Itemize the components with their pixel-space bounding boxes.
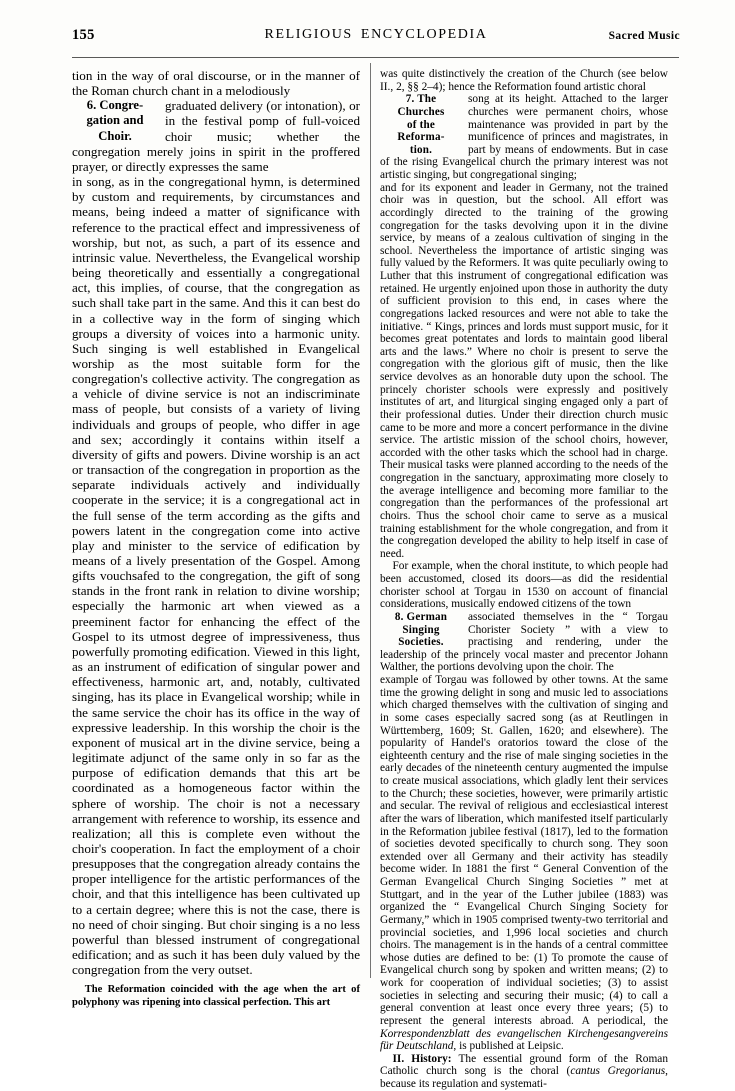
- left-para-note: The Reformation coincided with the age when the art of polyphony was ripening into classical perfection. This art: [72, 984, 360, 1008]
- page-number: 155: [72, 27, 95, 43]
- right-para-history: [380, 1053, 668, 1091]
- right-para-sidehead-body-7: song at its height. Attached to the larger churches were permanent choirs, whose maintenance was provided in part by the munificence of princes and magistrates, in part by means of endowments. But in case of the rising Evangelical church the primary interest was not artistic singing, but congregational singing;: [380, 93, 668, 181]
- sidehead-line: gation and: [86, 113, 144, 128]
- right-para-main-8: [380, 674, 668, 1053]
- cantus-gregorianus-italic: cantus Gregorianus: [570, 1065, 666, 1078]
- left-column: [72, 68, 360, 1009]
- left-para-sidehead-body: graduated delivery (or intonation), or in the festival pomp of full-voiced choir music; whether the congregation merely joins in spirit in the proffered prayer, or directly expresses the same: [72, 98, 360, 174]
- sidehead-line: Reforma-: [397, 131, 445, 144]
- sidehead-line: Churches: [397, 105, 445, 118]
- left-para-main: in song, as in the congregational hymn, is determined by custom and requirements, by circumstances and means, being indeed a matter of significance with reference to the practical effect and impressiveness of worship, but not, as such, a part of its essence and intrinsic value. Nevertheless, the Evangelical worship being theoretically and essentially a congregational act, this implies, of course, that the congregation as such shall take part in the same. And this it can best do in a collective way in the form of singing which groups a diversity of voices into a harmonic unity. Such singing is well established in Evangelical worship as the most suitable form for the congregation's collective activity. The congregation as a vehicle of divine service is not an indiscriminate mass of people, but consists of a variety of living individuals and groups of people, who differ in age and sex; accordingly it contains within itself a diversity of gifts and powers. Divine worship is an act or transaction of the congregation in proportion as the separate individuals actively and individually cooperate in the service; it is a congregational act in the full sense of the term according as the gifts and powers latent in the congregation come into active play and minister to the service of edification by means of a lively presentation of the Gospel. Among gifts vouchsafed to the congregation, the gift of song stands in the front rank in relation to divine worship; especially the harmonic art when viewed as a preeminent factor for enhancing the effect of the Gospel to its utmost degree of impressiveness, thus powerfully promoting edification. Viewed in this light, as an instrument of edification of singular power and effectiveness, harmonic art, and, notably, cultivated singing, has its place in Evangelical worship; while in the same service the choir has its office in the way of expressive leadership. In this worship the choir is the exponent of musical art in the divine service, being a legitimate adjunct of the same only in so far as the purpose of edification demands that this art be coordinated as a homogeneous factor within the sphere of worship. The choir is not a necessary arrangement with reference to worship, its essence and realization; all this is complete even without the choir's cooperation. In fact the employment of a choir presupposes that the congregation already contains the proper intelligence for the artistic performances of the choir, and that this intelligence has been cultivated up to a certain degree; where this is not the case, there is no need of choir singing. But choir singing is a no less powerful than blessed instrument of congregational edification; and as such it has been duly valued by the congregation from the very outset.: [72, 174, 360, 978]
- right-para-main-7: and for its exponent and leader in Germany, not the trained choir was in question, but the school. All effort was accordingly directed to the training of the growing congregation for the tasks devolving upon it in the divine service, by means of a zealous cultivation of singing in the school. Nevertheless the importance of artistic singing was fully valued by the Reformers. It was quite peculiarly owing to Luther that this instrument of congregational edification was retained. He urgently enjoined upon those in authority the duty of sufficient provision to this end, in cases where the congregations lacked resources and were not able to take the initiative. “ Kings, princes and lords must support music, for it becomes great potentates and lords to maintain good liberal arts and the laws.” Where no choir is present to serve the congregation with the glorious gift of music, then the like service devolves as an honorable duty upon the school. The princely chorister schools were expressly and positively institutes of art, and liturgical singing engaged only a part of their professional duties. Under their direction church music came to be more and more a concert performance in the divine service. The artistic mission of the school choirs, however, accorded with the other tasks which the school had in charge. Their musical tasks were planned according to the needs of the congregation in the sanctuary, approximating more closely to the average intelligence and becoming more familiar to the congregation than the performances of the professional art choirs. Thus the school choir came to serve as a musical training establishment for the whole congregation, and from it the congregation developed the ability to help itself in case of need.: [380, 181, 668, 560]
- sidehead-line: tion.: [409, 143, 433, 156]
- running-title: RELIGIOUS ENCYCLOPEDIA: [264, 27, 488, 42]
- sidehead-churches-of-the-reformation: [380, 93, 462, 156]
- column-divider-rule: [370, 63, 371, 978]
- sidehead-line: 8. German: [394, 610, 448, 623]
- sidehead-german-singing-societies: [380, 611, 462, 649]
- right-para-torgau-opening: For example, when the choral institute, to which people had been accustomed, closed its doors—as did the residential chorister school at Torgau in 1530 on account of financial considerations, musically endowed citizens of the town: [380, 560, 668, 611]
- right-sidehead-block-8: [380, 611, 668, 674]
- right-sidehead-block-7: [380, 93, 668, 181]
- right-para-sidehead-body-8: associated themselves in the “ Torgau Chorister Society ” with a view to practising and rendering, under the leadership of the princely vocal master and precentor Johann Walther, the portions devolving upon the choir. The: [380, 610, 668, 674]
- sidehead-line: of the: [406, 118, 435, 131]
- left-sidehead-block: [72, 98, 360, 174]
- right-para-main-8-tail: , is published at Leipsic.: [453, 1040, 564, 1053]
- left-para-opening: tion in the way of oral discourse, or in the manner of the Roman church chant in a melodiously: [72, 68, 360, 99]
- sidehead-line: Choir.: [98, 128, 132, 143]
- sidehead-line: 6. Congre-: [86, 98, 144, 113]
- sidehead-line: 7. The: [405, 93, 437, 106]
- sidehead-congregation-and-choir: [72, 98, 158, 143]
- right-column: [380, 68, 668, 1091]
- running-head: [72, 27, 680, 49]
- right-para-opening: was quite distinctively the creation of the Church (see below II., 2, §§ 2–4); hence the Reformation found artistic choral: [380, 68, 668, 93]
- running-side-head: Sacred Music: [608, 30, 680, 42]
- sidehead-line: Societies.: [398, 636, 444, 649]
- header-rule: [72, 57, 679, 58]
- history-tail-text: , because its regulation and systemati-: [380, 1065, 669, 1090]
- section-lead-history: II. History:: [392, 1052, 452, 1065]
- history-body-text: The essential ground form of the Roman Catholic church song is the choral (: [380, 1052, 669, 1078]
- right-para-main-8-text: example of Torgau was followed by other towns. At the same time the growing delight in song and music led to associations which charged themselves with the cultivation of singing and in some cases especially sacred song (as at Reutlingen in Württemberg, 1609; St. Gallen, 1620; and elsewhere). The popularity of Handel's oratorios toward the close of the eighteenth century and the rise of male singing societies in the early decades of the nineteenth century augmented the impulse to create musical associations, which gladly lent their services to the Church; these societies, however, were primarily artistic and secular. The revival of religious and ecclesiastical interest after the wars of liberation, which manifested itself particularly in the Reformation jubilee festival (1817), led to the formation of societies devoted specifically to church song. They soon extended over all Germany and their activity has steadily become wider. In 1881 the first “ General Convention of the German Evangelical Church Singing Societies ” met at Stuttgart, and in the year of the Luther jubilee (1883) was organized the “ Evangelical Church Singing Society for Germany,” which in 1905 comprised twenty-two territorial and provincial societies, and 1,996 local societies and church choirs. The management is in the hands of a central committee whose duties are defined to be: (1) To promote the cause of Evangelical church song by spoken and written means; (2) to work for cooperation of individual societies; (3) to assist societies in selecting and securing their music; (4) to call a general convention at least once every three years; (5) to represent the general interests abroad. A periodical, the: [380, 674, 668, 1027]
- sidehead-line: Singing: [402, 623, 440, 636]
- periodical-title-italic: Korrespondenzblatt des evangelischen Kirchengesangvereins für Deutschland: [380, 1027, 668, 1053]
